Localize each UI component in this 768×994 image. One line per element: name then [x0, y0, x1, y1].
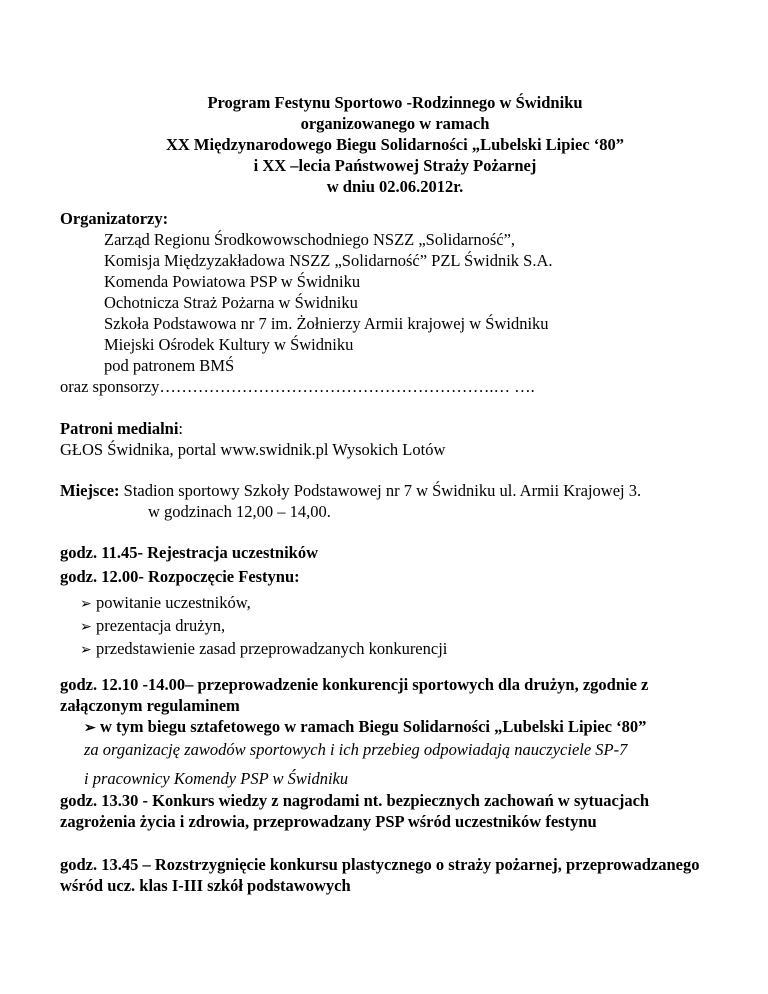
sponsors-line: oraz sponsorzy…………………………………………………….… ….: [60, 377, 535, 396]
schedule-quiz: godz. 13.30 - Konkurs wiedzy z nagrodami nt. bezpiecznych zachowań w sytuacjach zagrożenia życia i zdrowia, przeprowadzany PSP wśród uczestników festynu: [60, 791, 650, 831]
relay-item: [84, 716, 646, 739]
media-text: GŁOS Świdnika, portal www.swidnik.pl Wysokich Lotów: [60, 440, 446, 459]
list-item: [80, 592, 447, 615]
arrow-bullet-icon: ➢: [80, 597, 92, 612]
list-item-text: prezentacja drużyn,: [96, 616, 226, 635]
media-heading: Patroni medialni: [60, 419, 179, 438]
list-item: [80, 615, 447, 638]
schedule-competitions: godz. 12.10 -14.00– przeprowadzenie konkurencji sportowych dla drużyn, zgodnie z załączonym regulaminem: [60, 675, 649, 715]
organizer-item: Komenda Powiatowa PSP w Świdniku: [104, 272, 361, 291]
list-item-text: powitanie uczestników,: [96, 593, 251, 612]
title-line-5: w dniu 02.06.2012r.: [326, 177, 464, 196]
list-item: [80, 638, 447, 661]
document-title: [0, 92, 768, 197]
arrow-bullet-icon: ➢: [80, 643, 92, 658]
relay-text: w tym biegu sztafetowego w ramach Biegu Solidarności „Lubelski Lipiec ‘80”: [100, 717, 647, 736]
arrow-bullet-icon: ➢: [80, 620, 92, 635]
organizer-item: Ochotnicza Straż Pożarna w Świdniku: [104, 293, 358, 312]
organizer-item: Komisja Międzyzakładowa NSZZ „Solidarność” PZL Świdnik S.A.: [104, 251, 553, 270]
list-item-text: przedstawienie zasad przeprowadzanych konkurencji: [96, 639, 448, 658]
title-line-1: Program Festynu Sportowo -Rodzinnego w Świdniku: [207, 93, 583, 112]
media-colon: :: [178, 419, 184, 438]
title-line-2: organizowanego w ramach: [300, 114, 490, 133]
schedule-art-contest: godz. 13.45 – Rozstrzygnięcie konkursu plastycznego o straży pożarnej, przeprowadzanego wśród ucz. klas I-III szkół podstawowych: [60, 855, 700, 895]
organizers-heading: Organizatorzy:: [60, 209, 169, 228]
place-text: Stadion sportowy Szkoły Podstawowej nr 7 w Świdniku ul. Armii Krajowej 3.: [119, 481, 642, 500]
organizer-item: Zarząd Regionu Środkowowschodniego NSZZ „Solidarność”,: [104, 230, 516, 249]
place-label: Miejsce:: [60, 481, 120, 500]
schedule-start: godz. 12.00- Rozpoczęcie Festynu:: [60, 567, 300, 586]
organizers-section: [60, 208, 553, 376]
arrow-bullet-icon: ➢: [84, 721, 96, 736]
relay-block: [84, 716, 646, 789]
relay-note-2: i pracownicy Komendy PSP w Świdniku: [84, 769, 349, 788]
schedule-registration: godz. 11.45- Rejestracja uczestników: [60, 543, 318, 562]
organizer-item: Miejski Ośrodek Kultury w Świdniku: [104, 335, 354, 354]
organizer-item: Szkoła Podstawowa nr 7 im. Żołnierzy Armii krajowej w Świdniku: [104, 314, 549, 333]
organizer-item: pod patronem BMŚ: [104, 356, 235, 375]
title-line-4: i XX –lecia Państwowej Straży Pożarnej: [253, 156, 537, 175]
relay-note-1: za organizację zawodów sportowych i ich przebieg odpowiadają nauczyciele SP-7: [84, 740, 628, 759]
start-bullet-list: [80, 592, 447, 661]
place-section: [60, 480, 641, 522]
place-hours: w godzinach 12,00 – 14,00.: [148, 502, 331, 521]
media-section: [60, 418, 445, 460]
title-line-3: XX Międzynarodowego Biegu Solidarności „Lubelski Lipiec ‘80”: [165, 135, 625, 154]
